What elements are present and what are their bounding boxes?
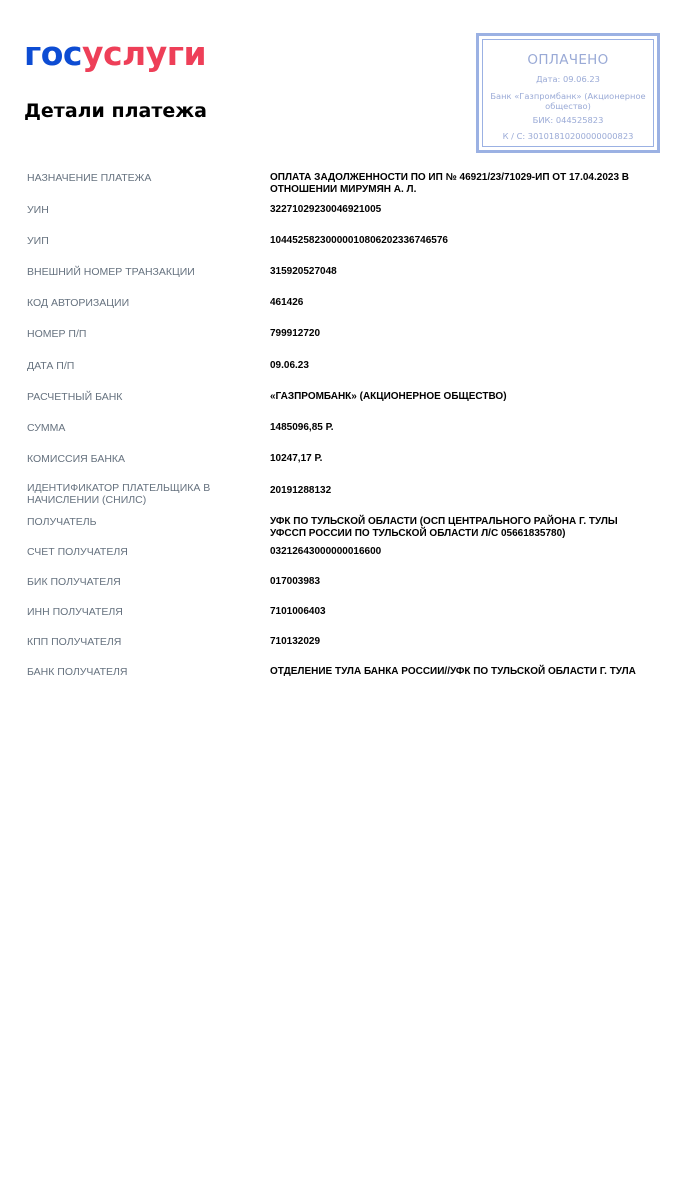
detail-label: БАНК ПОЛУЧАТЕЛЯ — [27, 666, 128, 678]
detail-label: ВНЕШНИЙ НОМЕР ТРАНЗАКЦИИ — [27, 266, 195, 278]
detail-value: 10445258230000010806202336746576 — [270, 235, 448, 246]
detail-value: 10247,17 Р. — [270, 453, 323, 464]
paid-stamp — [476, 33, 660, 153]
detail-value: 20191288132 — [270, 485, 332, 496]
detail-value: 32271029230046921005 — [270, 204, 382, 215]
stamp-date: Дата: 09.06.23 — [536, 74, 600, 84]
detail-label: ИДЕНТИФИКАТОР ПЛАТЕЛЬЩИКА В НАЧИСЛЕНИИ (СНИЛС) — [27, 482, 211, 506]
detail-label: НОМЕР П/П — [27, 328, 87, 340]
detail-label: НАЗНАЧЕНИЕ ПЛАТЕЖА — [27, 172, 152, 184]
paid-stamp-frame — [482, 39, 654, 147]
detail-label: СУММА — [27, 422, 66, 434]
stamp-bik: БИК: 044525823 — [532, 115, 604, 125]
logo-part-uslugi: услуги — [81, 34, 207, 73]
detail-label: ИНН ПОЛУЧАТЕЛЯ — [27, 606, 123, 618]
detail-label: УИП — [27, 235, 49, 247]
logo-part-gos: гос — [24, 34, 82, 73]
gosuslugi-logo — [24, 34, 206, 74]
detail-value: 710132029 — [270, 636, 321, 647]
detail-value: 7101006403 — [270, 606, 326, 617]
detail-value: «ГАЗПРОМБАНК» (АКЦИОНЕРНОЕ ОБЩЕСТВО) — [270, 391, 507, 402]
stamp-ks: К / С: 30101810200000000823 — [502, 131, 634, 141]
detail-label: БИК ПОЛУЧАТЕЛЯ — [27, 576, 121, 588]
detail-value: ОТДЕЛЕНИЕ ТУЛА БАНКА РОССИИ//УФК ПО ТУЛЬСКОЙ ОБЛАСТИ Г. ТУЛА — [270, 666, 636, 677]
detail-label: ПОЛУЧАТЕЛЬ — [27, 516, 97, 528]
detail-value: ОПЛАТА ЗАДОЛЖЕННОСТИ ПО ИП № 46921/23/71029-ИП ОТ 17.04.2023 В ОТНОШЕНИИ МИРУМЯН А. Л. — [270, 172, 630, 195]
detail-value: 315920527048 — [270, 266, 337, 277]
detail-label: СЧЕТ ПОЛУЧАТЕЛЯ — [27, 546, 128, 558]
detail-value: 017003983 — [270, 576, 321, 587]
detail-label: ДАТА П/П — [27, 360, 75, 372]
detail-value: 03212643000000016600 — [270, 546, 382, 557]
detail-label: КПП ПОЛУЧАТЕЛЯ — [27, 636, 122, 648]
detail-value: УФК ПО ТУЛЬСКОЙ ОБЛАСТИ (ОСП ЦЕНТРАЛЬНОГО РАЙОНА Г. ТУЛЫ УФССП РОССИИ ПО ТУЛЬСКОЙ ОБЛАСТИ Л/С 05661835780) — [270, 516, 618, 539]
stamp-title: ОПЛАЧЕНО — [527, 52, 609, 68]
detail-label: КОД АВТОРИЗАЦИИ — [27, 297, 130, 309]
detail-value: 799912720 — [270, 328, 321, 339]
detail-label: РАСЧЕТНЫЙ БАНК — [27, 391, 123, 403]
detail-label: КОМИССИЯ БАНКА — [27, 453, 126, 465]
detail-value: 1485096,85 Р. — [270, 422, 334, 433]
page-title: Детали платежа — [24, 100, 207, 122]
detail-value: 09.06.23 — [270, 360, 309, 371]
detail-value: 461426 — [270, 297, 304, 308]
detail-label: УИН — [27, 204, 49, 216]
stamp-bank: Банк «Газпромбанк» (Акционерное общество) — [490, 91, 646, 111]
